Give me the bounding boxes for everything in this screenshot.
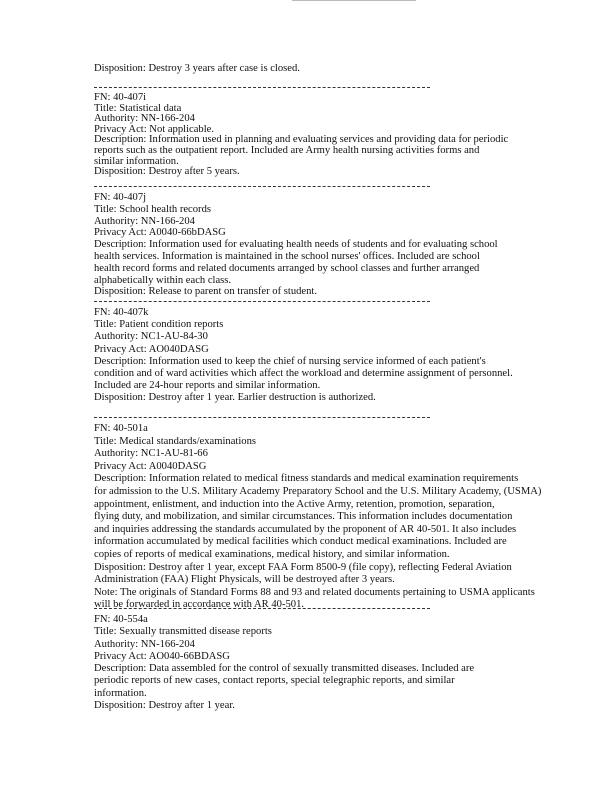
record-description-line: health services. Information is maintained in the school nurses' offices. Included are school — [94, 250, 480, 262]
record-entry — [94, 307, 513, 405]
record-separator — [94, 608, 430, 609]
record-note-line: will be forwarded in accordance with AR 40-501. — [94, 599, 305, 611]
record-title: Title: Patient condition reports — [94, 319, 224, 331]
record-title: Title: Sexually transmitted disease reports — [94, 626, 272, 638]
record-description-line: periodic reports of new cases, contact reports, special telegraphic reports, and similar — [94, 675, 455, 687]
record-entry — [94, 192, 498, 298]
record-description-line: information. — [94, 687, 147, 699]
record-fn: FN: 40-407j — [94, 192, 147, 203]
record-description-line: information accumulated by medical facilities which conduct medical examinations. Included are — [94, 536, 507, 548]
record-description-line: Description: Information used in planning and evaluating services and providing data for periodic — [94, 134, 509, 146]
record-description-line: Description: Information used for evaluating health needs of students and for evaluating school — [94, 239, 498, 251]
record-disposition-line: Disposition: Destroy after 1 year, except FAA Form 8500-9 (file copy), reflecting Federal Aviation — [94, 561, 512, 573]
record-note-line: Note: The originals of Standard Forms 88 and 93 and related documents pertaining to USMA applicants — [94, 586, 535, 598]
scan-edge-line — [292, 0, 416, 1]
record-description-line: for admission to the U.S. Military Academy Preparatory School and the U.S. Military Academy, (USMA) — [94, 485, 542, 497]
record-authority: Authority: NN-166-204 — [94, 113, 195, 125]
record-description-line: appointment, enlistment, and induction into the Active Army, retention, promotion, separation, — [94, 498, 495, 510]
record-description-line: flying duty, and mobilization, and similar circumstances. This information includes documentation — [94, 511, 513, 523]
record-description-line: similar information. — [94, 155, 179, 167]
record-privacy-act: Privacy Act: A0040DASG — [94, 460, 207, 472]
record-description-line: Description: Information used to keep the chief of nursing service informed of each patient's — [94, 355, 486, 367]
record-authority: Authority: NC1-AU-81-66 — [94, 448, 208, 460]
record-description-line: copies of reports of medical examinations, medical history, and similar information. — [94, 548, 450, 560]
record-separator — [94, 301, 430, 302]
record-disposition-line: Disposition: Destroy after 1 year. — [94, 700, 235, 712]
record-fn: FN: 40-407i — [94, 92, 147, 103]
record-authority: Authority: NN-166-204 — [94, 215, 195, 227]
record-disposition-line: Disposition: Release to parent on transfer of student. — [94, 286, 318, 298]
lead-disposition: Disposition: Destroy 3 years after case is closed. — [94, 63, 300, 74]
record-entry — [94, 423, 541, 612]
lead-block — [94, 63, 300, 74]
record-privacy-act: Privacy Act: Not applicable. — [94, 123, 215, 135]
record-separator — [94, 87, 430, 88]
record-description-line: Description: Information related to medical fitness standards and medical examination requirements — [94, 473, 519, 485]
record-fn: FN: 40-501a — [94, 423, 148, 434]
record-title: Title: Statistical data — [94, 102, 182, 114]
record-description-line: reports such as the outpatient report. Included are Army health nursing activities forms and — [94, 144, 480, 156]
record-authority: Authority: NN-166-204 — [94, 638, 195, 650]
record-separator — [94, 417, 430, 418]
record-entry — [94, 93, 508, 178]
record-title: Title: Medical standards/examinations — [94, 435, 257, 447]
record-disposition-line: Administration (FAA) Flight Physicals, will be destroyed after 3 years. — [94, 574, 395, 586]
record-privacy-act: Privacy Act: AO040DASG — [94, 343, 209, 355]
record-description-line: and inquiries addressing the standards accumulated by the proponent of AR 40-501. It also includes — [94, 523, 517, 535]
record-description-line: Description: Data assembled for the control of sexually transmitted diseases. Included are — [94, 663, 475, 675]
record-description-line: alphabetically within each class. — [94, 274, 232, 286]
record-fn: FN: 40-554a — [94, 614, 148, 625]
record-disposition-line: Disposition: Destroy after 1 year. Earlier destruction is authorized. — [94, 392, 376, 404]
record-description-line: condition and of ward activities which affect the workload and determine assignment of personnel. — [94, 368, 513, 380]
record-fn: FN: 40-407k — [94, 307, 149, 318]
record-description-line: Included are 24-hour reports and similar information. — [94, 380, 321, 392]
record-disposition-line: Disposition: Destroy after 5 years. — [94, 166, 240, 178]
record-authority: Authority: NC1-AU-84-30 — [94, 331, 208, 343]
record-separator — [94, 186, 430, 187]
record-title: Title: School health records — [94, 203, 212, 215]
record-privacy-act: Privacy Act: AO040-66BDASG — [94, 650, 230, 662]
record-entry — [94, 614, 474, 712]
record-privacy-act: Privacy Act: A0040-66bDASG — [94, 227, 226, 239]
record-description-line: health record forms and related documents arranged by school classes and further arranged — [94, 262, 480, 274]
